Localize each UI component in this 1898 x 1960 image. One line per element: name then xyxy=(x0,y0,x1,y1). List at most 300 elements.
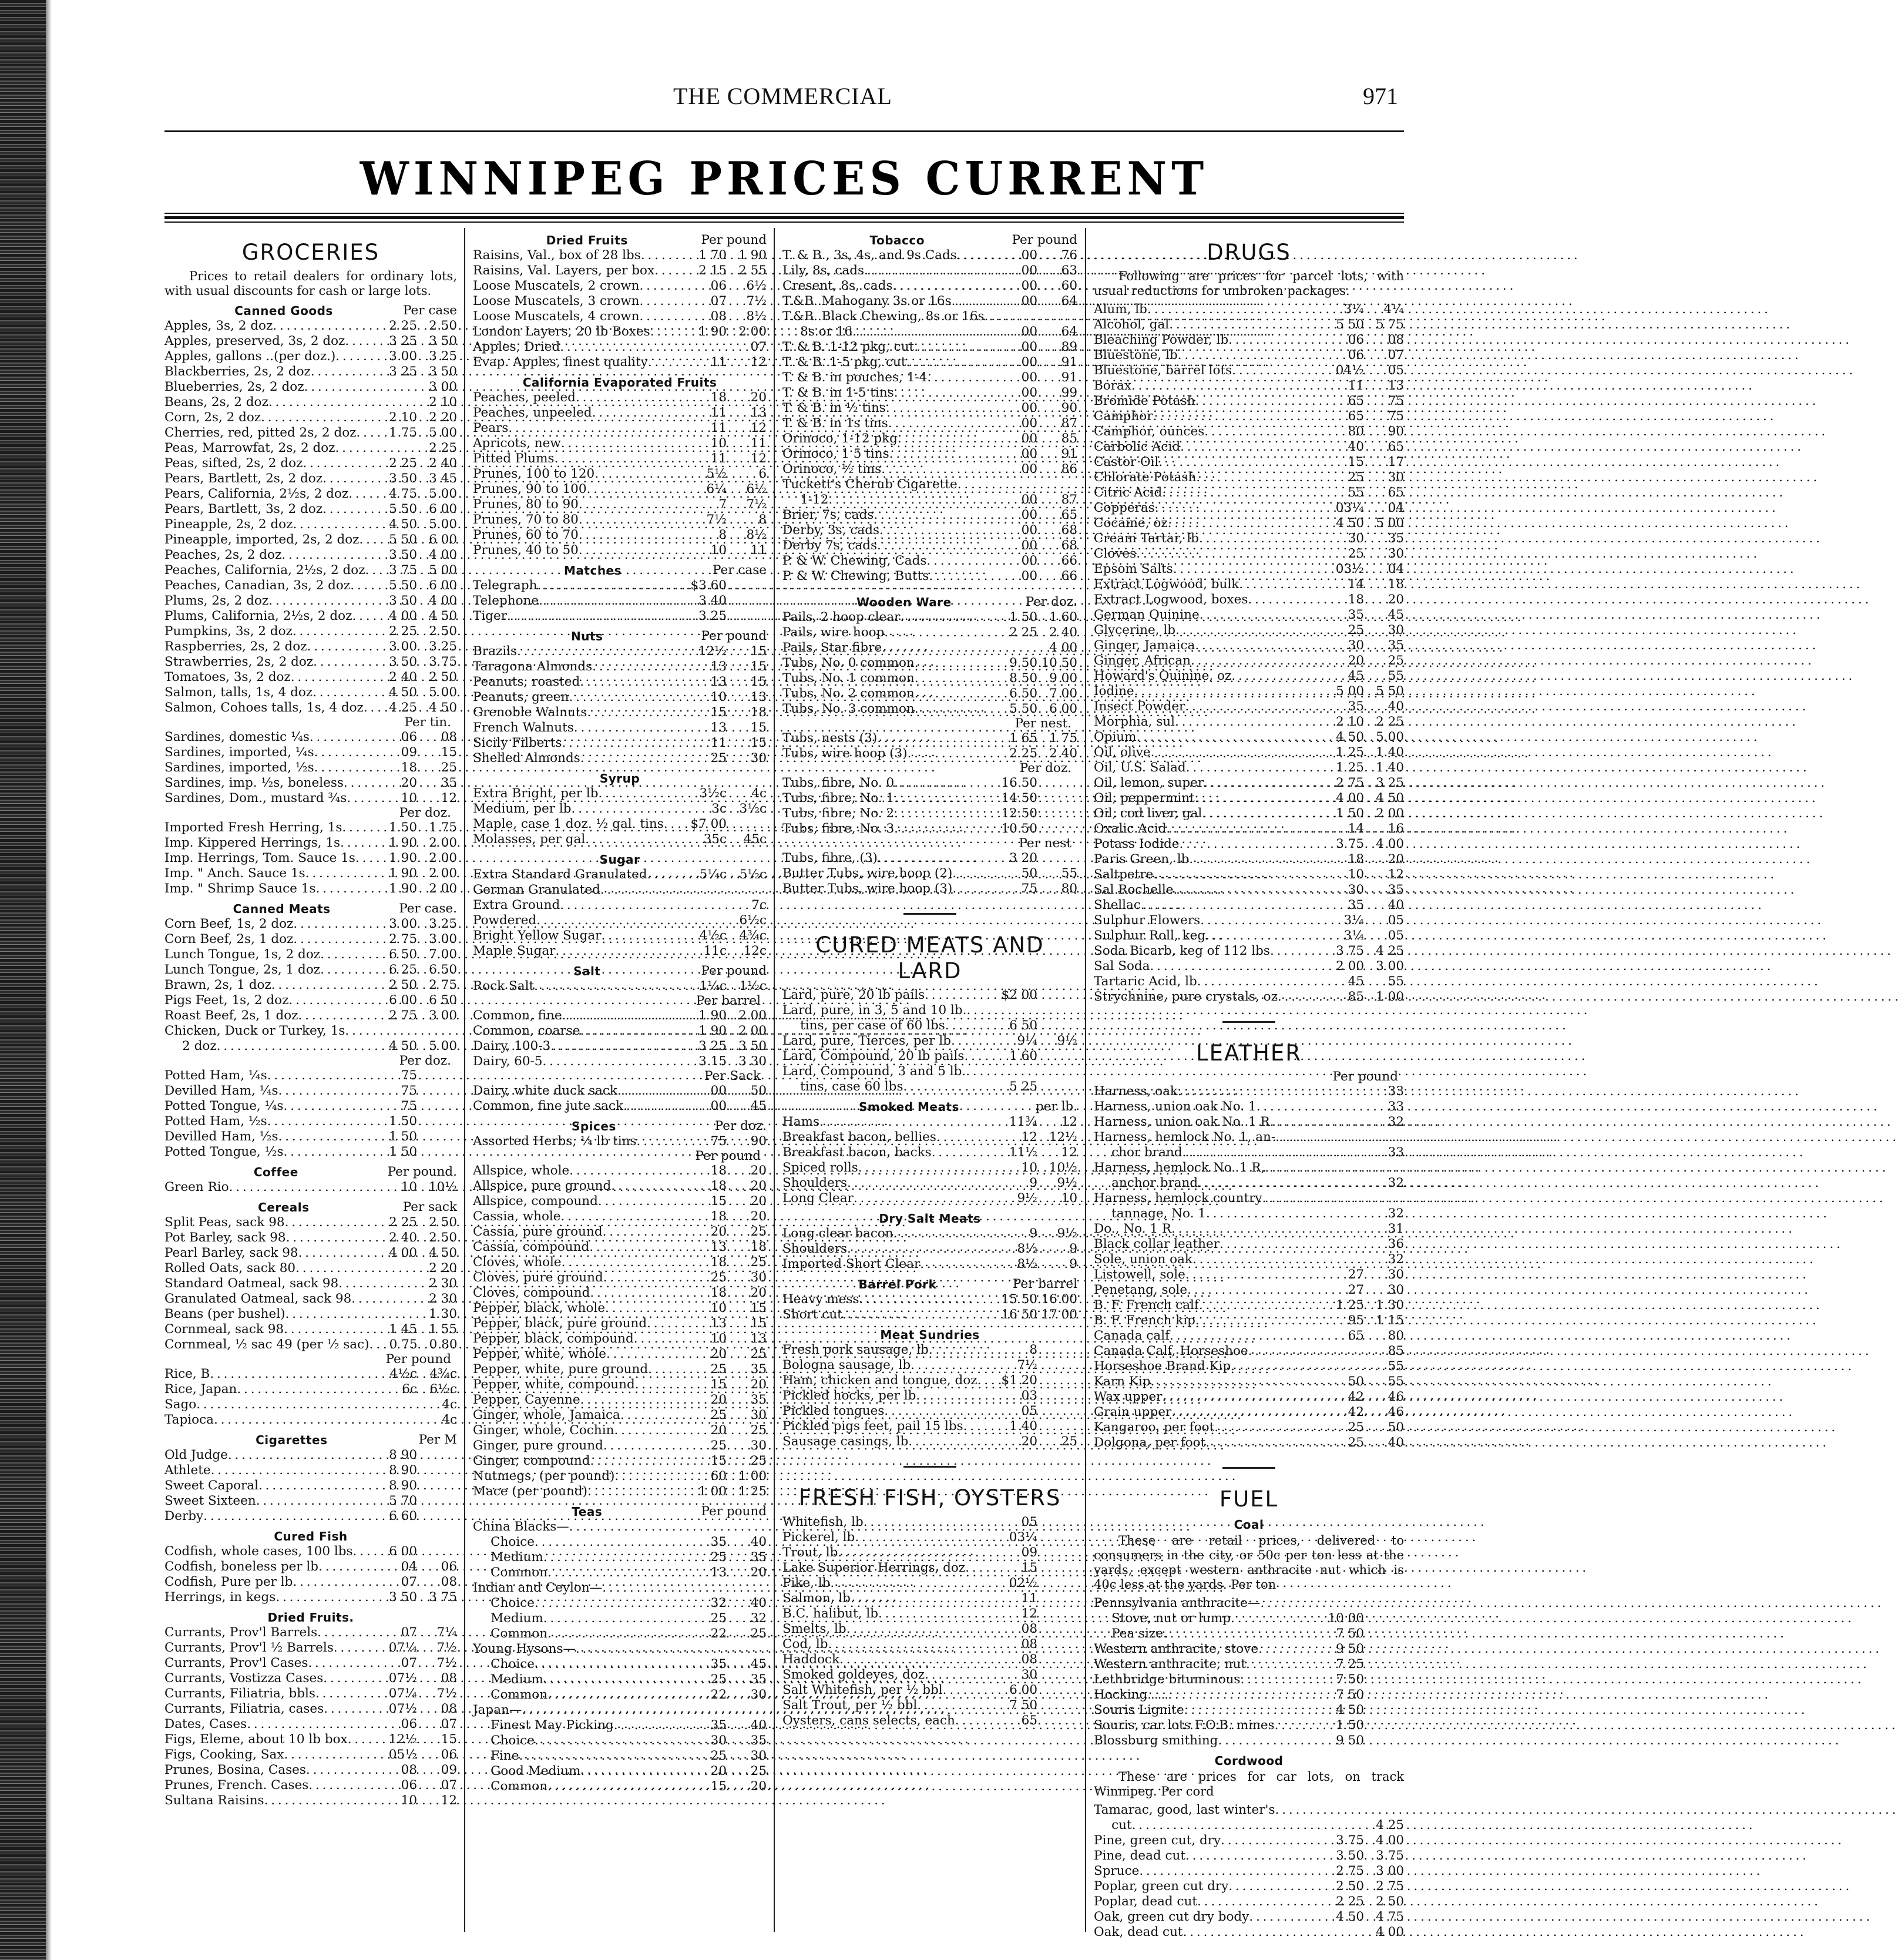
dot-leader xyxy=(1199,1298,1321,1313)
item-label: Tuckett's Cherub Cigarette xyxy=(782,477,958,492)
item-label: Saltpetre xyxy=(1094,867,1154,882)
item-label: Pears, Bartlett, 2s, 2 doz xyxy=(164,471,323,486)
price-low: 13 xyxy=(710,659,727,674)
dot-leader xyxy=(977,1373,994,1388)
price-low: 35 xyxy=(710,1718,727,1733)
price-row xyxy=(1094,1718,1404,1733)
dot-leader xyxy=(572,801,683,817)
price-row xyxy=(473,1423,767,1438)
dot-leader xyxy=(1185,699,1321,714)
price-high: 40 xyxy=(1388,699,1404,714)
price-row xyxy=(473,1347,767,1362)
price-row xyxy=(473,1209,767,1224)
subsection-unit: Per case xyxy=(403,303,457,318)
dot-leader xyxy=(344,776,374,791)
price-row xyxy=(473,1438,767,1454)
dot-leader xyxy=(877,538,994,553)
price-high: 4 50 xyxy=(1376,791,1404,806)
item-label: Allspice, whole xyxy=(473,1163,570,1178)
item-label: Blackberries, 2s, 2 doz xyxy=(164,364,311,379)
subsection-heading xyxy=(164,1164,457,1180)
price-low: 3c xyxy=(711,801,727,816)
price-high: 3 25 xyxy=(1376,776,1404,790)
item-label: Young Hysons— xyxy=(473,1642,576,1656)
item-label: Pepper, Cayenne xyxy=(473,1392,580,1407)
dot-leader xyxy=(369,1337,374,1352)
price-high: 68 xyxy=(1061,538,1077,553)
dot-leader xyxy=(1178,1084,1321,1099)
price-row xyxy=(1094,1099,1404,1115)
item-label: Extra Ground xyxy=(473,898,560,912)
item-label: Kangaroo, per foot xyxy=(1094,1420,1215,1435)
dot-leader xyxy=(580,1392,683,1408)
dot-leader xyxy=(562,1008,683,1023)
price-high: 15 xyxy=(750,659,767,674)
subsection-title: California Evaporated Fruits xyxy=(522,375,717,390)
price-low: 4 50 xyxy=(1336,1703,1364,1717)
price-high: 3 00 xyxy=(1376,1864,1404,1878)
page-title: WINNIPEG PRICES CURRENT xyxy=(360,152,1209,206)
item-label: Oil, olive xyxy=(1094,745,1151,760)
price-row xyxy=(1094,882,1404,898)
price-low: 60 xyxy=(710,1469,727,1484)
dot-leader xyxy=(884,1404,994,1419)
dot-leader xyxy=(356,425,374,441)
price-row xyxy=(164,700,457,716)
price-low: 7 50 xyxy=(1336,1672,1364,1687)
dot-leader xyxy=(1185,1848,1321,1864)
price-row xyxy=(473,1099,767,1114)
price-high: 5 50 xyxy=(1376,684,1404,699)
item-label: Pears xyxy=(473,421,509,435)
price-high: 65 xyxy=(1388,485,1404,500)
price-low: 40 xyxy=(1348,439,1364,454)
dot-leader xyxy=(291,670,374,685)
page-binding-edge xyxy=(0,0,46,1960)
dot-leader xyxy=(839,1652,994,1667)
price-low: 2 25 xyxy=(389,1215,417,1230)
price-high: 50 xyxy=(750,1083,767,1098)
price-high: 20 xyxy=(750,1565,767,1580)
dot-leader xyxy=(589,1240,683,1255)
dot-leader xyxy=(1202,806,1321,821)
item-label: Peaches, California, 2½s, 2 doz xyxy=(164,563,365,578)
dot-leader xyxy=(307,639,374,655)
price-row xyxy=(473,944,767,959)
price-high: 25 xyxy=(750,1255,767,1270)
price-low: 25 xyxy=(1348,623,1364,637)
item-label: Butter Tubs, wire hoop (2) xyxy=(782,866,953,881)
dot-leader xyxy=(1257,1099,1321,1115)
price-row xyxy=(1094,623,1404,638)
price-low: 06 xyxy=(401,730,417,744)
column-dried-fruits-spices-teas xyxy=(473,228,767,1932)
subsection-unit: Per case. xyxy=(399,901,457,916)
dot-leader xyxy=(617,1083,683,1099)
item-label: Bologna sausage, lb xyxy=(782,1358,911,1372)
dot-leader xyxy=(305,866,374,881)
price-high: 5 00 xyxy=(429,563,457,578)
price-low: 4 50 xyxy=(1336,516,1364,531)
item-label: Shelled Almonds xyxy=(473,751,580,766)
price-row xyxy=(1094,944,1404,959)
price-row xyxy=(164,1215,457,1230)
price-high: 04 xyxy=(1388,501,1404,515)
dot-leader xyxy=(654,263,683,278)
price-low: 5 50 xyxy=(389,532,417,547)
price-low: 11c xyxy=(703,944,727,958)
dot-leader xyxy=(298,1246,374,1261)
price-low: 3 50 xyxy=(389,1590,417,1605)
price-high: 25 xyxy=(750,1454,767,1468)
price-low: 3 75 xyxy=(1336,1833,1364,1848)
price-high: 7c xyxy=(751,898,767,912)
item-label: Pepper, white, compound xyxy=(473,1377,635,1392)
price-row xyxy=(473,340,767,355)
item-label: Herrings, in kegs xyxy=(164,1590,276,1605)
price-row xyxy=(1094,455,1404,470)
item-label: Oysters, cans selects, each xyxy=(782,1713,955,1728)
item-label: Smelts, lb xyxy=(782,1622,846,1636)
price-row xyxy=(782,1683,1077,1698)
item-label: Sulphur Roll, keg xyxy=(1094,928,1206,943)
price-low: 4 50 xyxy=(389,1039,417,1053)
price-high: 07 xyxy=(441,1778,457,1793)
price-high: 35 xyxy=(750,1392,767,1407)
price-high: 4 00 xyxy=(1049,640,1077,655)
dot-leader xyxy=(600,882,683,898)
price-row xyxy=(164,978,457,993)
price-row xyxy=(1094,714,1404,730)
price-high: 4¼ xyxy=(1383,302,1404,317)
price-low: 1 50 xyxy=(389,1114,417,1129)
price-low: 3½c xyxy=(699,786,727,801)
price-row xyxy=(473,1331,767,1347)
item-label: Tubs, No. 3 common xyxy=(782,702,915,716)
price-low: 20 xyxy=(710,1764,727,1778)
subsection-heading xyxy=(473,964,767,979)
price-row xyxy=(473,898,767,913)
dot-leader xyxy=(283,1145,374,1160)
dot-leader xyxy=(285,1215,374,1230)
price-low: 00 xyxy=(1021,278,1037,293)
price-row xyxy=(473,1039,767,1054)
item-label: Peas, sifted, 2s, 2 doz xyxy=(164,456,303,471)
price-high: 10½ xyxy=(1049,1160,1077,1175)
dot-leader xyxy=(229,1180,374,1195)
item-label: Sole, union oak xyxy=(1094,1252,1192,1267)
price-low: 65 xyxy=(1021,1713,1037,1728)
price-low: 7½ xyxy=(1017,1358,1037,1372)
dot-leader xyxy=(1158,455,1321,470)
price-low: 80 xyxy=(1348,424,1364,439)
dot-leader xyxy=(1139,1864,1321,1879)
section-heading: FUEL xyxy=(1219,1486,1279,1512)
price-low: 00 xyxy=(1021,263,1037,278)
price-low: 00 xyxy=(1021,538,1037,553)
dot-leader xyxy=(888,416,994,431)
price-row xyxy=(473,1179,767,1194)
item-label: Tubs, No. 1 common xyxy=(782,671,915,686)
price-low: 11 xyxy=(710,451,727,466)
dot-leader xyxy=(1134,684,1321,699)
item-label: Prunes, 80 to 90 xyxy=(473,497,579,512)
price-low: 06 xyxy=(401,1717,417,1731)
price-high: 05 xyxy=(1388,928,1404,943)
dot-leader xyxy=(830,1576,994,1591)
price-low: 20 xyxy=(1348,653,1364,668)
price-high: 12 xyxy=(441,1793,457,1808)
price-row xyxy=(1094,1818,1404,1833)
price-low: 35 xyxy=(1348,608,1364,622)
item-label: Prunes, 100 to 120 xyxy=(473,466,595,481)
subsection-unit: Per pound xyxy=(701,233,767,247)
price-low: 1 25 xyxy=(1336,1298,1364,1313)
dot-leader xyxy=(886,401,994,416)
dot-leader xyxy=(351,1291,374,1307)
item-label: 8s or 16 xyxy=(800,324,853,339)
price-high: 45c xyxy=(743,832,767,847)
price-row xyxy=(782,1698,1077,1713)
dot-leader xyxy=(1278,989,1321,1005)
subsection-title: Dry Salt Meats xyxy=(879,1211,981,1226)
dot-leader xyxy=(894,821,994,837)
dot-leader xyxy=(647,867,683,882)
price-high: 2 50 xyxy=(429,670,457,684)
price-low: 15 xyxy=(710,1377,727,1392)
price-row xyxy=(164,1778,457,1793)
item-label: Oil, peppermint xyxy=(1094,791,1195,806)
price-low: 12 xyxy=(1021,1606,1037,1621)
column-divider xyxy=(464,228,465,1932)
price-low: 6¼ xyxy=(706,482,727,496)
dot-leader xyxy=(1131,378,1321,394)
price-low: 5 25 xyxy=(1009,1079,1037,1094)
subsection-heading xyxy=(164,1610,457,1625)
item-label: Lunch Tongue, 2s, 1 doz xyxy=(164,962,321,977)
section-heading: DRUGS xyxy=(1207,240,1291,265)
price-low: 10 xyxy=(1348,867,1364,882)
price-low: 1 90 xyxy=(698,324,727,339)
price-row xyxy=(164,993,457,1008)
item-label: Beans, 2s, 2 doz xyxy=(164,395,268,410)
price-high: 5 00 xyxy=(1376,730,1404,744)
price-high: 12½ xyxy=(1049,1130,1077,1145)
dot-leader xyxy=(317,1625,374,1640)
dot-leader xyxy=(562,1255,683,1270)
price-row xyxy=(1094,1657,1404,1672)
price-high: 2 55 xyxy=(738,263,767,278)
price-row xyxy=(473,674,767,690)
item-label: Oak, dead cut xyxy=(1094,1925,1183,1939)
dot-leader xyxy=(1260,1596,1321,1611)
price-row xyxy=(164,1559,457,1575)
price-low: 25 xyxy=(710,1408,727,1422)
dot-leader xyxy=(360,532,374,548)
spacer xyxy=(782,584,1077,590)
dot-leader xyxy=(1180,439,1321,455)
item-label: Raspberries, 2s, 2 doz xyxy=(164,639,307,654)
price-low: 1 90 xyxy=(389,835,417,850)
dot-leader xyxy=(594,466,683,482)
price-row xyxy=(782,431,1077,447)
subsection-title: Salt xyxy=(573,964,601,978)
price-low: 75 xyxy=(401,1068,417,1083)
price-low: 8 xyxy=(718,528,727,542)
dot-leader xyxy=(958,477,994,492)
price-row xyxy=(164,1686,457,1701)
price-low: 6 00 xyxy=(1009,1683,1037,1697)
item-label: Tartaric Acid, lb xyxy=(1094,974,1197,989)
price-high: 4c xyxy=(751,786,767,801)
subsection-title: Cordwood xyxy=(1214,1754,1284,1768)
item-label: Ginger, whole, Cochin xyxy=(473,1423,614,1438)
price-low: 00 xyxy=(1021,355,1037,370)
price-row xyxy=(473,1484,767,1499)
section-heading: GROCERIES xyxy=(241,240,380,265)
price-row xyxy=(473,1764,767,1779)
price-low: 12½ xyxy=(698,644,727,659)
price-low: 5 50 xyxy=(389,578,417,593)
price-row xyxy=(1094,1267,1404,1283)
item-label: Mace (per pound) xyxy=(473,1484,587,1499)
subsection-heading xyxy=(473,629,767,644)
dot-leader xyxy=(264,1793,374,1808)
price-row xyxy=(1094,867,1404,882)
dot-leader xyxy=(1151,1374,1321,1390)
dot-leader xyxy=(273,318,374,334)
price-row xyxy=(782,1176,1077,1191)
price-high: 80 xyxy=(1061,881,1077,896)
dot-leader xyxy=(342,820,374,835)
dot-leader xyxy=(1191,653,1321,669)
price-low: 7 xyxy=(718,497,727,512)
item-label: Currants, Filiatria, cases xyxy=(164,1701,324,1716)
dot-leader xyxy=(579,528,683,543)
item-label: Orinoco, 1-12 pkg xyxy=(782,431,898,446)
price-row xyxy=(164,851,457,866)
dot-leader xyxy=(237,1382,374,1397)
item-label: Pickled hocks, per lb xyxy=(782,1388,916,1403)
price-low: 8 90 xyxy=(389,1448,417,1462)
item-label: Raisins, Val., box of 28 lbs xyxy=(473,248,641,263)
section-note: Prices to retail dealers for ordinary lots, with usual discounts for cash or large lots. xyxy=(164,269,457,298)
dot-leader xyxy=(323,471,374,486)
price-high: 1 90 xyxy=(738,248,767,263)
dot-leader xyxy=(295,1261,374,1276)
item-label: Strawberries, 2s, 2 doz xyxy=(164,655,314,669)
price-row xyxy=(164,1068,457,1083)
price-row xyxy=(473,482,767,497)
price-low: 1 50 xyxy=(1009,610,1037,625)
price-row xyxy=(782,1049,1077,1064)
item-label: Alum, lb xyxy=(1094,302,1147,317)
price-row xyxy=(782,553,1077,569)
dot-leader xyxy=(247,1717,374,1732)
price-row xyxy=(473,1054,767,1069)
price-high: 4 50 xyxy=(429,609,457,623)
price-row xyxy=(473,1454,767,1469)
price-high: 9 00 xyxy=(1049,671,1077,686)
dot-leader xyxy=(580,1023,683,1039)
item-label: Pears, Bartlett, 3s, 2 doz xyxy=(164,502,323,516)
dot-leader xyxy=(590,1286,683,1301)
section-heading: FRESH FISH, OYSTERS xyxy=(798,1485,1061,1511)
dot-leader xyxy=(1265,1160,1321,1176)
price-high: 6½ xyxy=(746,278,767,293)
price-high: 25 xyxy=(750,1347,767,1361)
dot-leader xyxy=(915,671,994,686)
item-label: Apples, preserved, 3s, 2 doz xyxy=(164,334,345,348)
price-low: 07¼ xyxy=(388,1686,417,1701)
price-high: 4¾c xyxy=(739,928,767,943)
item-label: Borax xyxy=(1094,378,1131,393)
price-high: 35 xyxy=(750,1362,767,1377)
item-label: Potted Tongue, ¼s xyxy=(164,1099,284,1113)
price-row xyxy=(473,405,767,421)
price-low: 7½ xyxy=(706,512,727,527)
price-low: 15 50 xyxy=(1001,1292,1037,1307)
price-row xyxy=(1094,1283,1404,1298)
price-high: 30 xyxy=(750,1748,767,1763)
price-row xyxy=(782,477,1077,492)
price-low: 2 40 xyxy=(389,1230,417,1245)
price-low: 1 90 xyxy=(698,1023,727,1038)
price-high: 9 xyxy=(1069,1241,1077,1256)
dot-leader xyxy=(1214,1420,1321,1435)
dot-leader xyxy=(1132,1818,1321,1833)
item-label: Green Rio xyxy=(164,1180,229,1194)
price-row xyxy=(164,593,457,609)
item-label: Shellac xyxy=(1094,898,1141,912)
price-row xyxy=(782,656,1077,671)
price-row xyxy=(164,881,457,897)
price-row xyxy=(473,1672,767,1687)
dot-leader xyxy=(855,1530,994,1545)
item-label: Currants, Vostizza Cases xyxy=(164,1671,324,1686)
price-low: 13 xyxy=(710,720,727,735)
item-label: Derby xyxy=(164,1509,204,1523)
item-label: China Blacks— xyxy=(473,1519,569,1534)
price-row xyxy=(473,1377,767,1392)
price-high: 10 xyxy=(1061,1191,1077,1206)
subsection-heading xyxy=(473,852,767,867)
price-high: 1 55 xyxy=(429,1322,457,1337)
dot-leader xyxy=(228,1448,374,1463)
item-label: Brier, 7s, cads xyxy=(782,508,874,522)
subsection-heading xyxy=(782,1277,1077,1292)
item-label: Long Clear xyxy=(782,1191,854,1206)
price-high: 25 xyxy=(441,760,457,775)
price-high: 55 xyxy=(1388,974,1404,989)
price-low: 18 xyxy=(1348,852,1364,867)
price-low: 2 75 xyxy=(389,932,417,947)
item-label: Pepper, black, compound xyxy=(473,1331,634,1346)
price-high: 5 00 xyxy=(429,1039,457,1053)
item-label: anchor brand xyxy=(1111,1176,1198,1190)
item-label: Extra Standard Granulated xyxy=(473,867,647,882)
subsection-title: Meat Sundries xyxy=(880,1328,980,1342)
price-low: 15 xyxy=(710,1454,727,1468)
dot-leader xyxy=(828,492,994,508)
item-label: Potted Ham, ½s xyxy=(164,1114,267,1129)
dot-leader xyxy=(637,1134,683,1149)
price-row xyxy=(782,1373,1077,1388)
price-high: 9½ xyxy=(1057,1033,1077,1048)
price-high: 3 75 xyxy=(429,1590,457,1605)
item-label: Oak, green cut dry body xyxy=(1094,1909,1249,1924)
price-high: 0 80 xyxy=(429,1337,458,1352)
